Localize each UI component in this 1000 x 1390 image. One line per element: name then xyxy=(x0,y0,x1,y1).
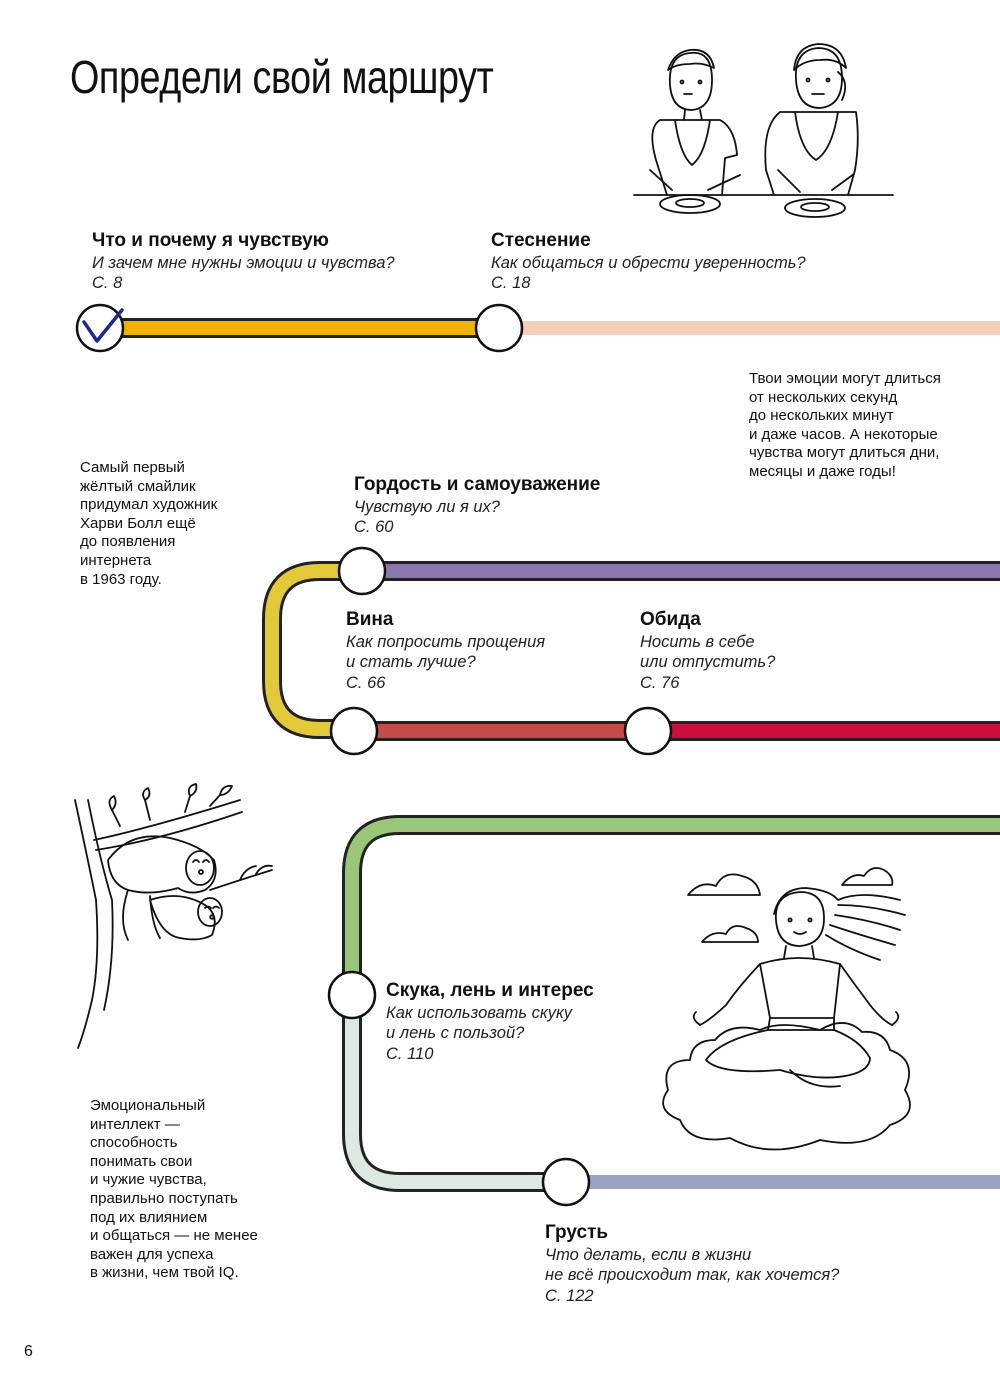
stop-title: Стеснение xyxy=(491,230,591,251)
station-feelings[interactable] xyxy=(77,305,123,351)
stop-page-ref: С. 60 xyxy=(354,518,394,537)
stop-guilt[interactable] xyxy=(346,608,545,694)
sloths-on-branch-illustration xyxy=(75,784,272,1048)
stop-title: Вина xyxy=(346,609,394,630)
stop-title: Что и почему я чувствую xyxy=(92,230,329,251)
stop-feelings[interactable] xyxy=(92,229,395,294)
stop-page-ref: С. 122 xyxy=(545,1287,594,1305)
stop-title: Гордость и самоуважение xyxy=(354,474,601,495)
page-title: Определи свой маршрут xyxy=(70,51,494,103)
stop-subtitle: Носить в себе или отпустить? xyxy=(640,632,776,672)
stop-page-ref: С. 8 xyxy=(92,274,123,293)
stop-pride[interactable] xyxy=(354,473,600,538)
person-meditating-on-cloud-illustration xyxy=(663,868,910,1150)
stop-subtitle: Как общаться и обрести уверенность? xyxy=(491,253,806,272)
stop-page-ref: С. 110 xyxy=(386,1045,434,1063)
two-people-eating-illustration xyxy=(634,44,893,217)
route-line-green xyxy=(352,825,1000,995)
fact-smiley: Самый первый жёлтый смайлик придумал художник Харви Болл ещё до появления интернета в 1963 году. xyxy=(80,459,218,588)
stop-boredom[interactable] xyxy=(386,979,594,1065)
stop-subtitle: И зачем мне нужны эмоции и чувства? xyxy=(92,253,395,272)
fact-emotional-iq: Эмоциональный интеллект — способность понимать свои и чужие чувства, правильно поступать под их влиянием и общаться — не менее важен для успеха в жизни, чем твой IQ. xyxy=(90,1097,258,1282)
stop-subtitle: Чувствую ли я их? xyxy=(354,497,500,516)
stop-sadness[interactable] xyxy=(545,1221,839,1307)
stop-title: Скука, лень и интерес xyxy=(386,980,594,1001)
route-line-green-fill xyxy=(352,825,1000,995)
station-guilt[interactable] xyxy=(331,708,377,754)
station-sadness[interactable] xyxy=(543,1159,589,1205)
station-boredom[interactable] xyxy=(329,972,375,1018)
stop-title: Грусть xyxy=(545,1222,609,1243)
stop-shyness[interactable] xyxy=(491,229,806,294)
fact-emotion-duration: Твои эмоции могут длиться от нескольких секунд до нескольких минут и даже часов. А некоторые чувства могут длиться дни, месяцы и даже годы! xyxy=(749,370,941,480)
station-pride[interactable] xyxy=(339,548,385,594)
stop-page-ref: С. 18 xyxy=(491,274,531,293)
stop-page-ref: С. 76 xyxy=(640,674,680,692)
stop-subtitle: Что делать, если в жизни не всё происходит так, как хочется? xyxy=(545,1245,840,1285)
stop-resentment[interactable] xyxy=(640,608,775,694)
page-number: 6 xyxy=(24,1343,33,1360)
stop-subtitle: Как попросить прощения и стать лучше? xyxy=(346,632,546,672)
station-shyness[interactable] xyxy=(476,305,522,351)
station-resentment[interactable] xyxy=(625,708,671,754)
stop-title: Обида xyxy=(640,609,701,630)
stop-subtitle: Как использовать скуку и лень с пользой? xyxy=(386,1003,573,1043)
stop-page-ref: С. 66 xyxy=(346,674,386,692)
